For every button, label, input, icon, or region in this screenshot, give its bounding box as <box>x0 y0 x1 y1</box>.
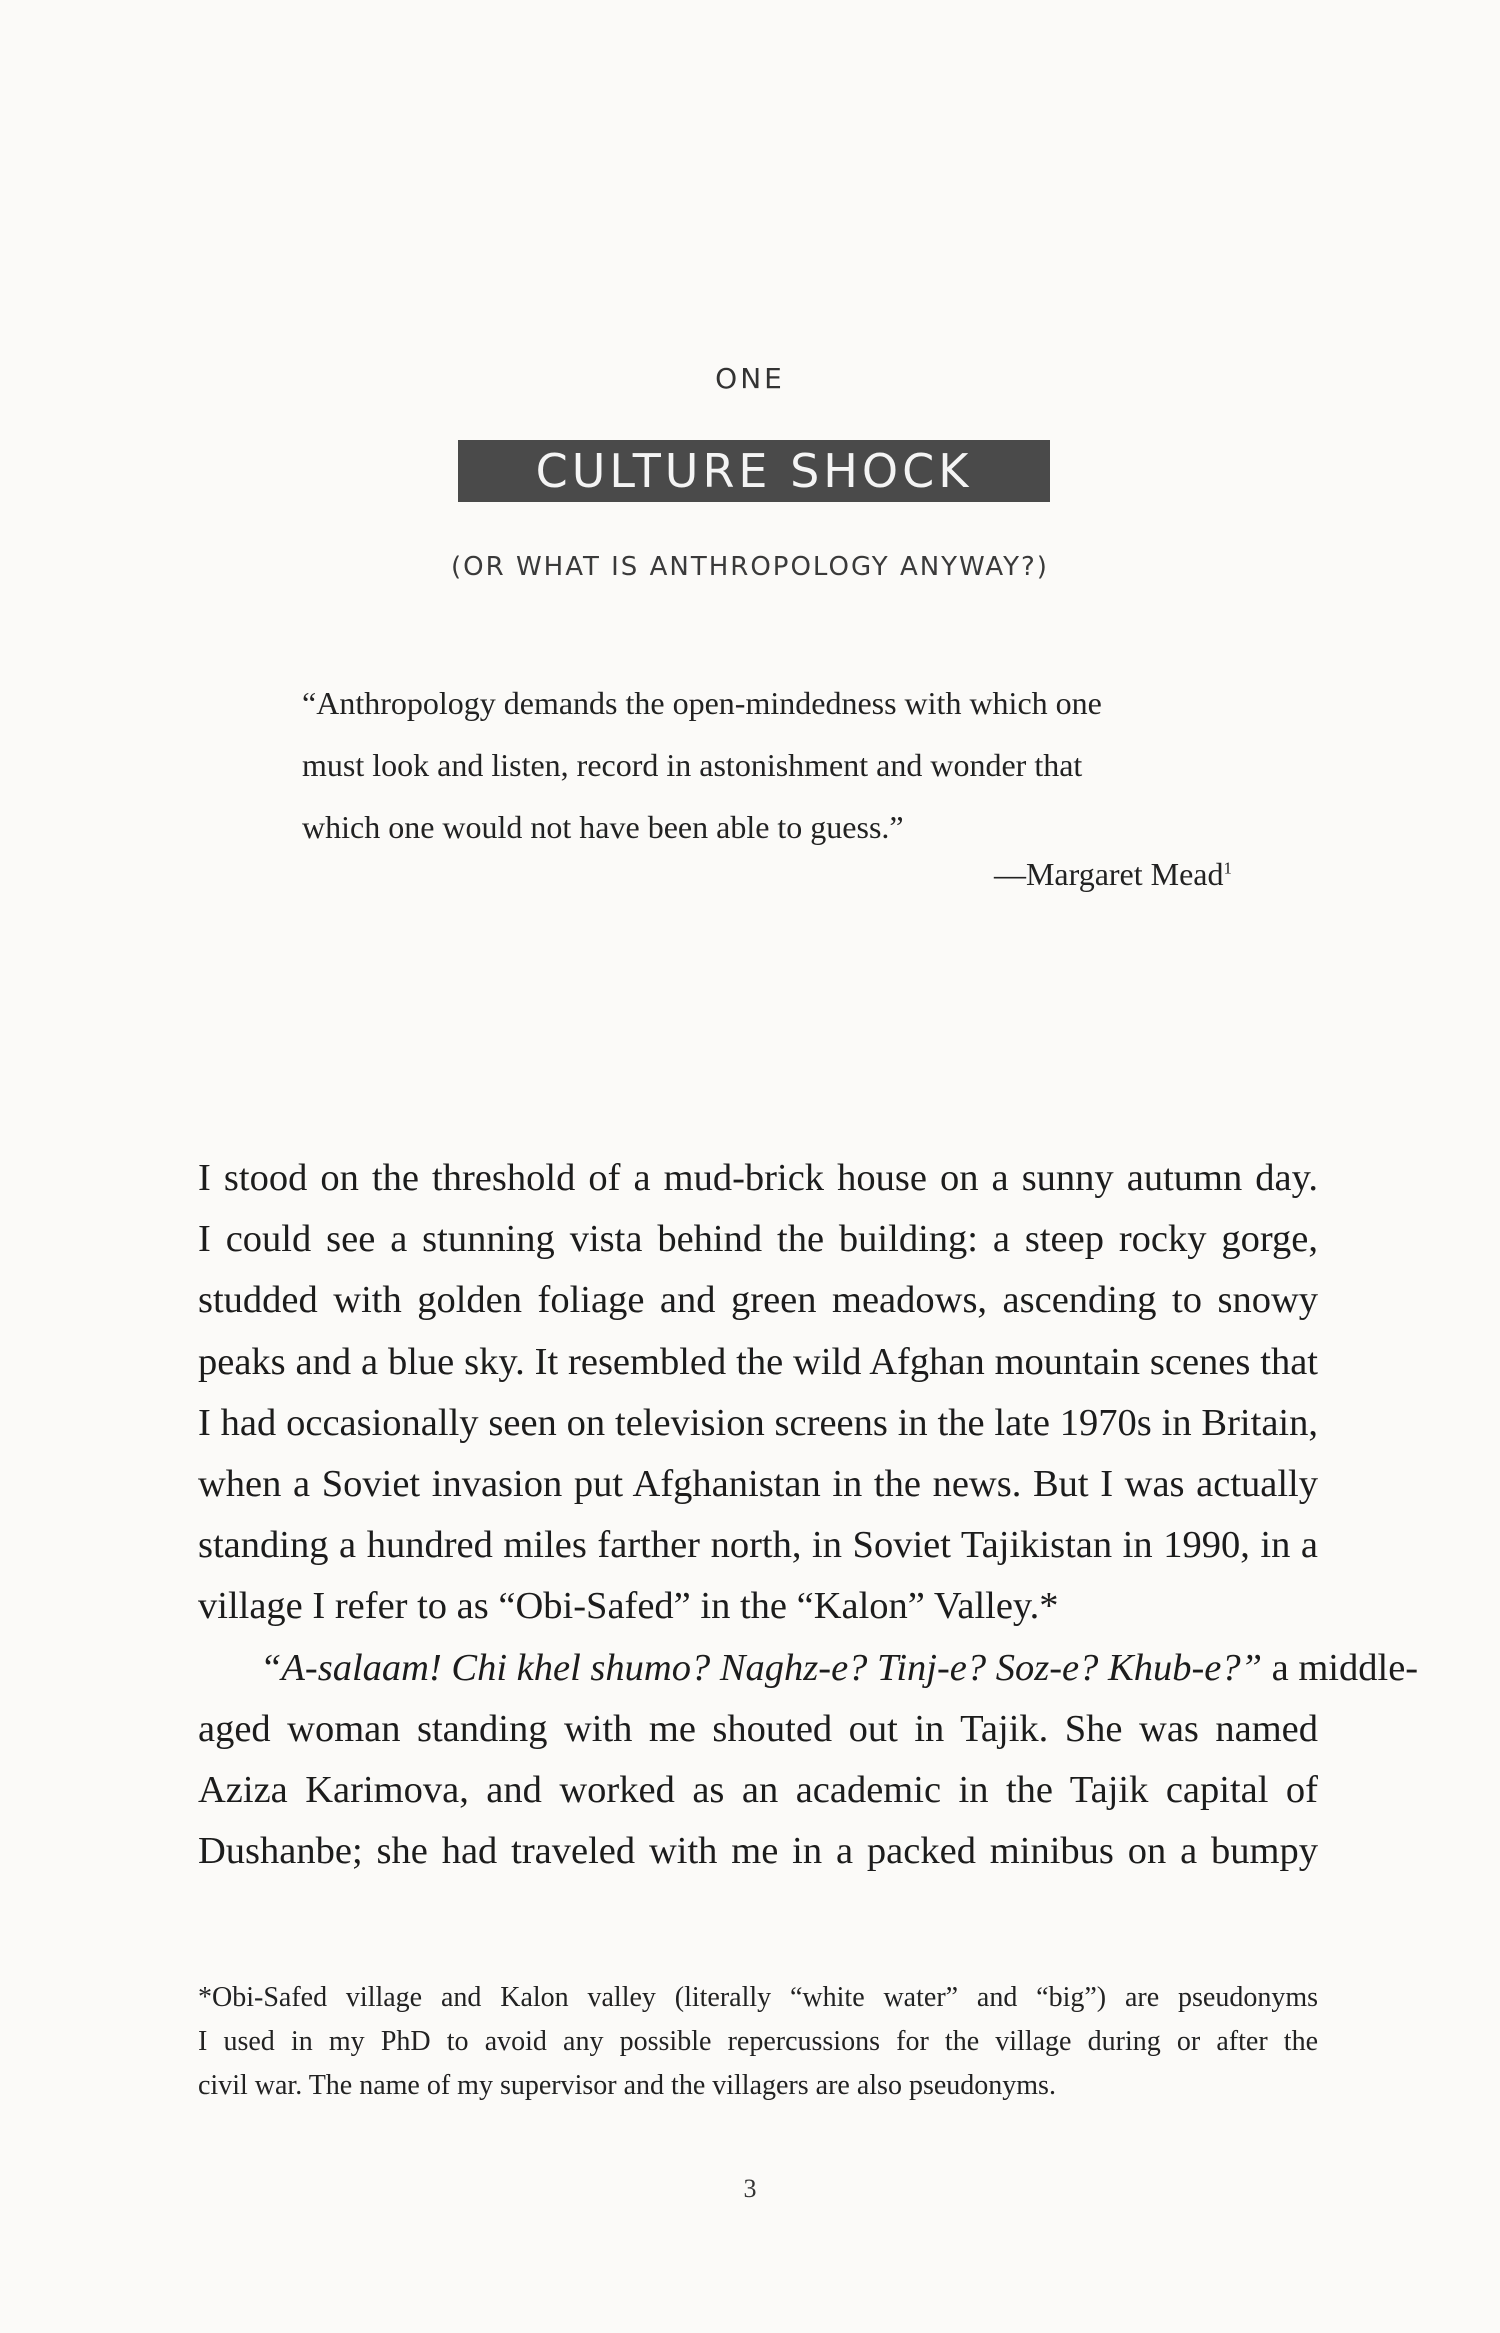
tajik-greeting: “A-salaam! Chi khel shumo? Naghz-e? Tinj-e? Soz-e? Khub-e?” <box>260 1646 1263 1689</box>
epigraph <box>302 672 1222 858</box>
footnote-line: *Obi-Safed village and Kalon valley (literally “white water” and “big”) are pseudonyms <box>198 1982 1318 2013</box>
chapter-subtitle: (OR WHAT IS ANTHROPOLOGY ANYWAY?) <box>451 552 1049 582</box>
body-text <box>198 1148 1419 1882</box>
body-line: when a Soviet invasion put Afghanistan in the news. But I was actually <box>198 1463 1318 1506</box>
body-line: Dushanbe; she had traveled with me in a packed minibus on a bumpy <box>198 1830 1318 1873</box>
body-line: I could see a stunning vista behind the building: a steep rocky gorge, <box>198 1218 1318 1261</box>
body-line: standing a hundred miles farther north, in Soviet Tajikistan in 1990, in a <box>198 1524 1318 1567</box>
body-line: aged woman standing with me shouted out in Tajik. She was named <box>198 1707 1318 1750</box>
page-number: 3 <box>743 2174 757 2203</box>
body-line: peaks and a blue sky. It resembled the wild Afghan mountain scenes that <box>198 1340 1318 1383</box>
body-line: I had occasionally seen on television screens in the late 1970s in Britain, <box>198 1401 1318 1444</box>
body-line: studded with golden foliage and green meadows, ascending to snowy <box>198 1279 1318 1322</box>
quote-continuation: a middle- <box>1262 1646 1419 1689</box>
chapter-number: ONE <box>715 362 785 395</box>
footnote <box>198 1976 1318 2108</box>
epigraph-line: must look and listen, record in astonishment and wonder that <box>302 747 1083 783</box>
endnote-marker: 1 <box>1223 858 1232 878</box>
attribution-name: —Margaret Mead <box>993 856 1224 892</box>
footnote-line: civil war. The name of my supervisor and the villagers are also pseudonyms. <box>198 2070 1056 2101</box>
chapter-title: CULTURE SHOCK <box>535 444 973 498</box>
body-line: I stood on the threshold of a mud-brick house on a sunny autumn day. <box>198 1157 1318 1199</box>
body-line: Aziza Karimova, and worked as an academic in the Tajik capital of <box>198 1769 1318 1812</box>
body-line-quote <box>198 1638 1419 1699</box>
epigraph-line: “Anthropology demands the open-mindedness with which one <box>302 685 1102 721</box>
epigraph-attribution <box>700 856 1232 893</box>
body-line: village I refer to as “Obi-Safed” in the “Kalon” Valley.* <box>198 1585 1059 1628</box>
footnote-line: I used in my PhD to avoid any possible repercussions for the village during or after the <box>198 2026 1318 2057</box>
chapter-title-banner <box>458 440 1050 502</box>
epigraph-line: which one would not have been able to guess.” <box>302 809 904 845</box>
